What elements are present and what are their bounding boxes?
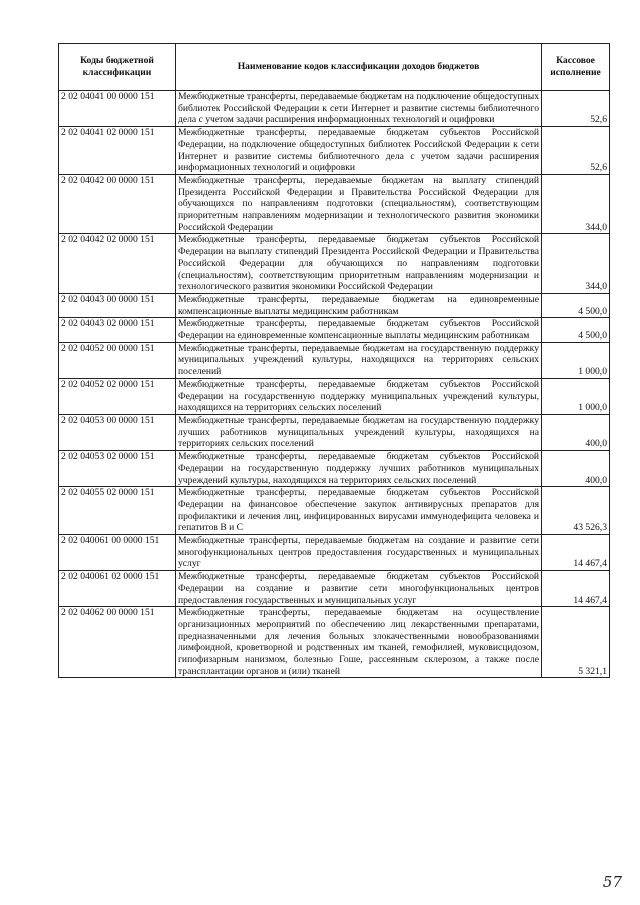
code-cell: 2 02 040061 02 0000 151 <box>59 571 176 607</box>
amount-cell: 5 321,1 <box>542 607 610 678</box>
amount-cell: 52,6 <box>542 91 610 127</box>
amount-cell: 4 500,0 <box>542 293 610 317</box>
name-cell: Межбюджетные трансферты, передаваемые бюджетам на подключение общедоступных библиотек Российской Федерации к сети Интернет и развитие системы библиотечного дела с учетом задачи расширения информационных технологий и оцифровки <box>176 91 542 127</box>
code-cell: 2 02 040061 00 0000 151 <box>59 535 176 571</box>
amount-cell: 344,0 <box>542 174 610 234</box>
name-cell: Межбюджетные трансферты, передаваемые бюджетам на создание и развитие сети многофункциональных центров предоставления государственных и муниципальных услуг <box>176 535 542 571</box>
table-row <box>59 293 610 317</box>
table-row <box>59 234 610 294</box>
table-row <box>59 487 610 535</box>
name-cell: Межбюджетные трансферты, передаваемые бюджетам субъектов Российской Федерации на выплату стипендий Президента Российской Федерации и Правительства Российской Федерации для обучающихся по направлениям подготовки (специальностям), соответствующим приоритетным направлениям модернизации и технологического развития экономики Российской Федерации <box>176 234 542 294</box>
table-row <box>59 318 610 342</box>
name-cell: Межбюджетные трансферты, передаваемые бюджетам на единовременные компенсационные выплаты медицинским работникам <box>176 293 542 317</box>
amount-cell: 1 000,0 <box>542 342 610 378</box>
name-cell: Межбюджетные трансферты, передаваемые бюджетам на выплату стипендий Президента Российской Федерации и Правительства Российской Федерации для обучающихся по направлениям подготовки (специальностям), соответствующим приоритетным направлениям модернизации и технологического развития экономики Российской Федерации <box>176 174 542 234</box>
amount-cell: 43 526,3 <box>542 487 610 535</box>
name-cell: Межбюджетные трансферты, передаваемые бюджетам субъектов Российской Федерации на создание и развитие сети многофункциональных центров предоставления государственных и муниципальных услуг <box>176 571 542 607</box>
table-row <box>59 535 610 571</box>
table-row <box>59 607 610 678</box>
name-cell: Межбюджетные трансферты, передаваемые бюджетам на государственную поддержку муниципальных учреждений культуры, находящихся на территориях сельских поселений <box>176 342 542 378</box>
code-cell: 2 02 04052 02 0000 151 <box>59 378 176 414</box>
table-row <box>59 414 610 450</box>
code-cell: 2 02 04053 02 0000 151 <box>59 451 176 487</box>
amount-cell: 400,0 <box>542 414 610 450</box>
code-cell: 2 02 04053 00 0000 151 <box>59 414 176 450</box>
amount-cell: 400,0 <box>542 451 610 487</box>
header-name: Наименование кодов классификации доходов бюджетов <box>176 44 542 91</box>
name-cell: Межбюджетные трансферты, передаваемые бюджетам субъектов Российской Федерации на финансовое обеспечение закупок антивирусных препаратов для профилактики и лечения лиц, инфицированных вирусами иммунодефицита человека и гепатитов В и С <box>176 487 542 535</box>
name-cell: Межбюджетные трансферты, передаваемые бюджетам субъектов Российской Федерации на государственную поддержку муниципальных учреждений культуры, находящихся на территориях сельских поселений <box>176 378 542 414</box>
name-cell: Межбюджетные трансферты, передаваемые бюджетам субъектов Российской Федерации, на подключение общедоступных библиотек Российской Федерации к сети Интернет и развитие системы библиотечного дела с учетом задачи расширения информационных технологий и оцифровки <box>176 127 542 175</box>
table-row <box>59 451 610 487</box>
code-cell: 2 02 04055 02 0000 151 <box>59 487 176 535</box>
table-header-row <box>59 44 610 91</box>
name-cell: Межбюджетные трансферты, передаваемые бюджетам на государственную поддержку лучших работников муниципальных учреждений культуры, находящихся на территориях сельских поселений <box>176 414 542 450</box>
amount-cell: 14 467,4 <box>542 571 610 607</box>
table-body <box>59 91 610 678</box>
amount-cell: 4 500,0 <box>542 318 610 342</box>
table-row <box>59 378 610 414</box>
code-cell: 2 02 04042 00 0000 151 <box>59 174 176 234</box>
table-row <box>59 91 610 127</box>
amount-cell: 14 467,4 <box>542 535 610 571</box>
header-code: Коды бюджетной классификации <box>59 44 176 91</box>
page-number: 57 <box>602 873 622 891</box>
budget-revenue-table <box>58 43 610 678</box>
name-cell: Межбюджетные трансферты, передаваемые бюджетам субъектов Российской Федерации на государственную поддержку лучших работников муниципальных учреждений культуры, находящихся на территориях сельских поселений <box>176 451 542 487</box>
code-cell: 2 02 04062 00 0000 151 <box>59 607 176 678</box>
amount-cell: 52,6 <box>542 127 610 175</box>
header-amount: Кассовое исполнение <box>542 44 610 91</box>
code-cell: 2 02 04043 02 0000 151 <box>59 318 176 342</box>
table-row <box>59 342 610 378</box>
name-cell: Межбюджетные трансферты, передаваемые бюджетам на осуществление организационных мероприятий по обеспечению лиц лекарственными препаратами, предназначенными для лечения больных злокачественными новообразованиями лимфоидной, кроветворной и родственных им тканей, гемофилией, муковисцидозом, гипофизарным нанизмом, болезнью Гоше, рассеянным склерозом, а также после трансплантации органов и (или) тканей <box>176 607 542 678</box>
code-cell: 2 02 04042 02 0000 151 <box>59 234 176 294</box>
amount-cell: 344,0 <box>542 234 610 294</box>
table-row <box>59 571 610 607</box>
name-cell: Межбюджетные трансферты, передаваемые бюджетам субъектов Российской Федерации на единовременные компенсационные выплаты медицинским работникам <box>176 318 542 342</box>
code-cell: 2 02 04041 00 0000 151 <box>59 91 176 127</box>
code-cell: 2 02 04041 02 0000 151 <box>59 127 176 175</box>
code-cell: 2 02 04043 00 0000 151 <box>59 293 176 317</box>
table-row <box>59 127 610 175</box>
code-cell: 2 02 04052 00 0000 151 <box>59 342 176 378</box>
table-row <box>59 174 610 234</box>
amount-cell: 1 000,0 <box>542 378 610 414</box>
